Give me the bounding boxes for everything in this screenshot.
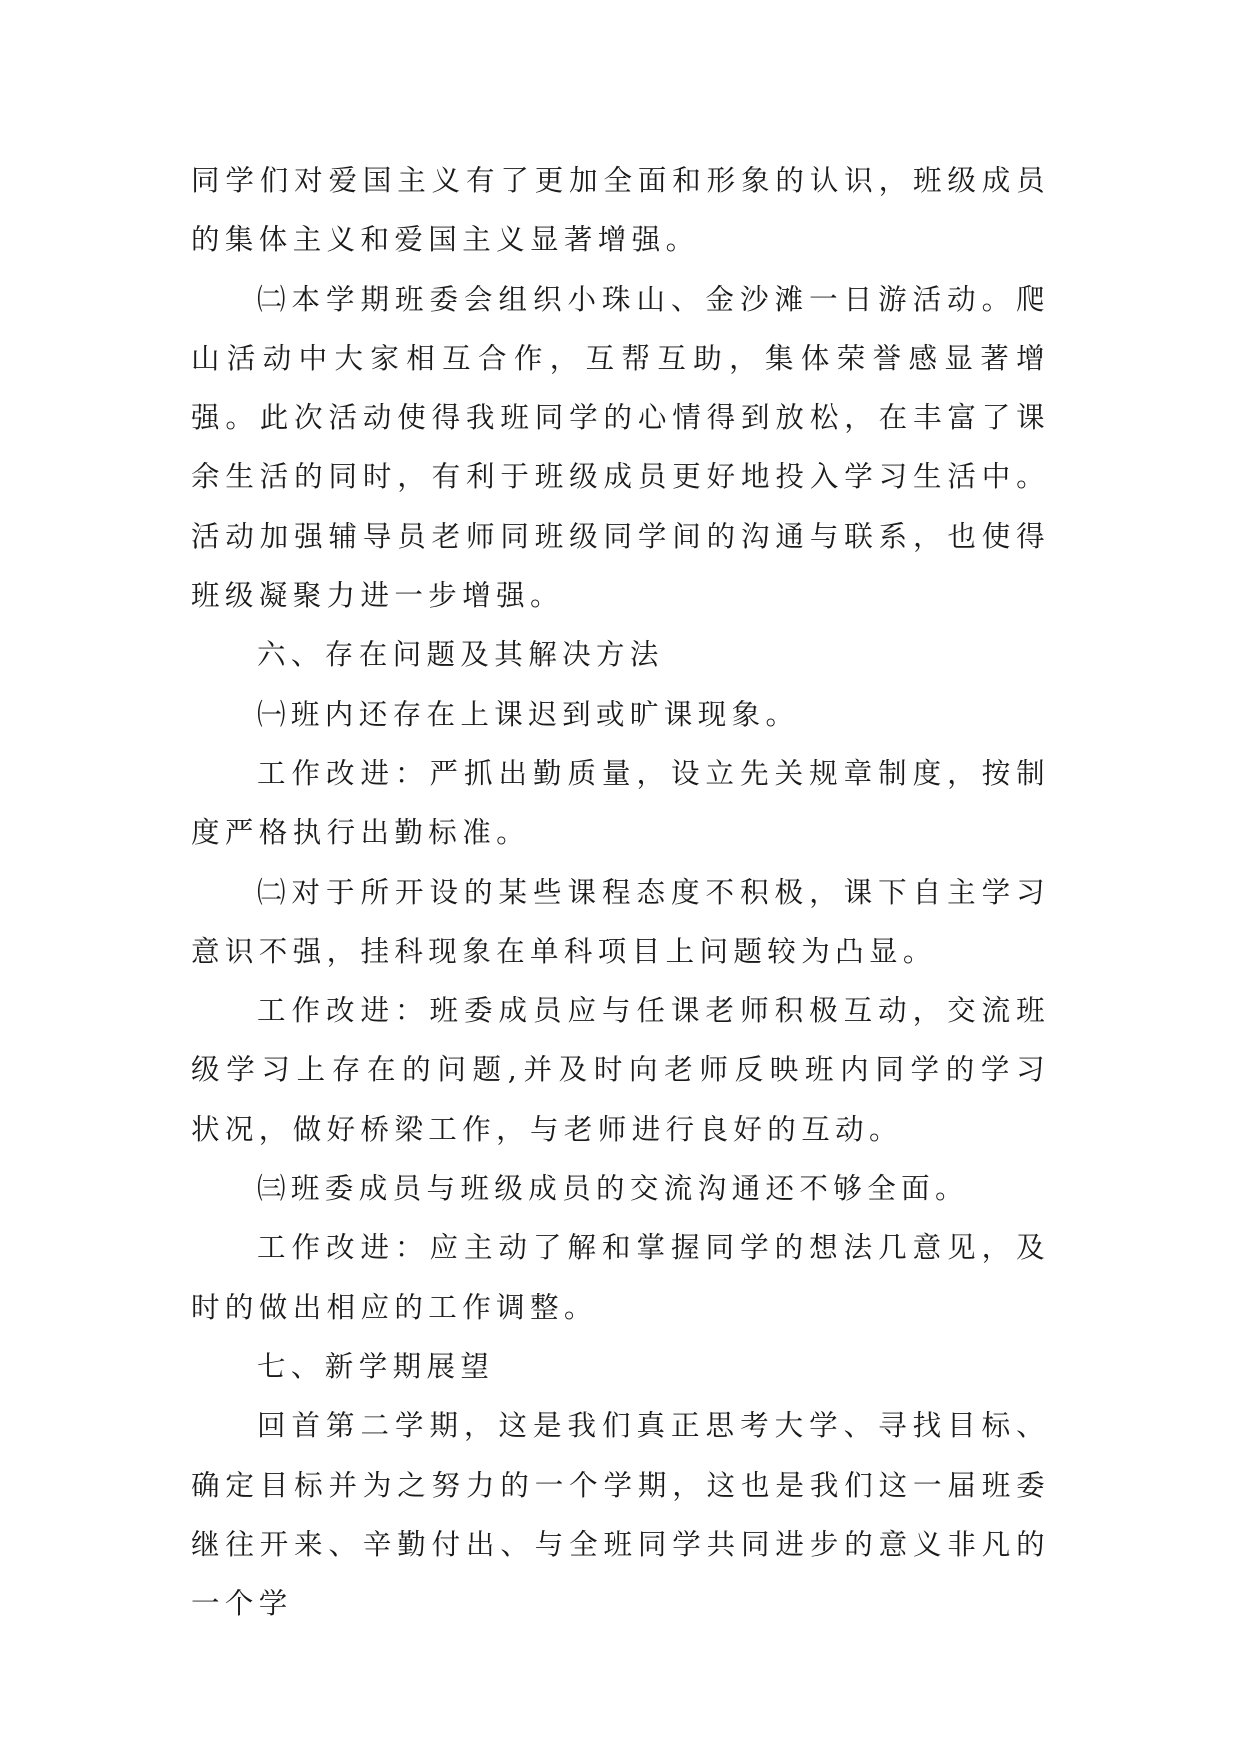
improvement-item-1: 工作改进：严抓出勤质量，设立先关规章制度，按制度严格执行出勤标准。 bbox=[191, 756, 1050, 850]
problem-item-2: ㈡对于所开设的某些课程态度不积极，课下自主学习意识不强，挂科现象在单科项目上问题较为凸显。 bbox=[191, 875, 1050, 968]
document-page bbox=[191, 151, 1050, 1633]
paragraph-patriotism-result: 同学们对爱国主义有了更加全面和形象的认识，班级成员的集体主义和爱国主义显著增强。 bbox=[191, 164, 1050, 257]
paragraph-outlook: 回首第二学期，这是我们真正思考大学、寻找目标、确定目标并为之努力的一个学期，这也是我们这一届班委继往开来、辛勤付出、与全班同学共同进步的意义非凡的一个学 bbox=[191, 1409, 1050, 1621]
section-heading-new-term-outlook: 七、新学期展望 bbox=[257, 1349, 495, 1383]
problem-item-3: ㈢班委成员与班级成员的交流沟通还不够全面。 bbox=[257, 1172, 969, 1206]
problem-item-1: ㈠班内还存在上课迟到或旷课现象。 bbox=[257, 697, 800, 731]
section-heading-problems-solutions: 六、存在问题及其解决方法 bbox=[257, 638, 664, 672]
improvement-item-2: 工作改进：班委成员应与任课老师积极互动，交流班级学习上存在的问题,并及时向老师反映班内同学的学习状况，做好桥梁工作，与老师进行良好的互动。 bbox=[191, 994, 1050, 1146]
paragraph-day-trip-activity: ㈡本学期班委会组织小珠山、金沙滩一日游活动。爬山活动中大家相互合作，互帮互助，集体荣誉感显著增强。此次活动使得我班同学的心情得到放松，在丰富了课余生活的同时，有利于班级成员更好地投入学习生活中。活动加强辅导员老师同班级同学间的沟通与联系，也使得班级凝聚力进一步增强。 bbox=[191, 282, 1050, 613]
improvement-item-3: 工作改进：应主动了解和掌握同学的想法几意见，及时的做出相应的工作调整。 bbox=[191, 1231, 1050, 1324]
